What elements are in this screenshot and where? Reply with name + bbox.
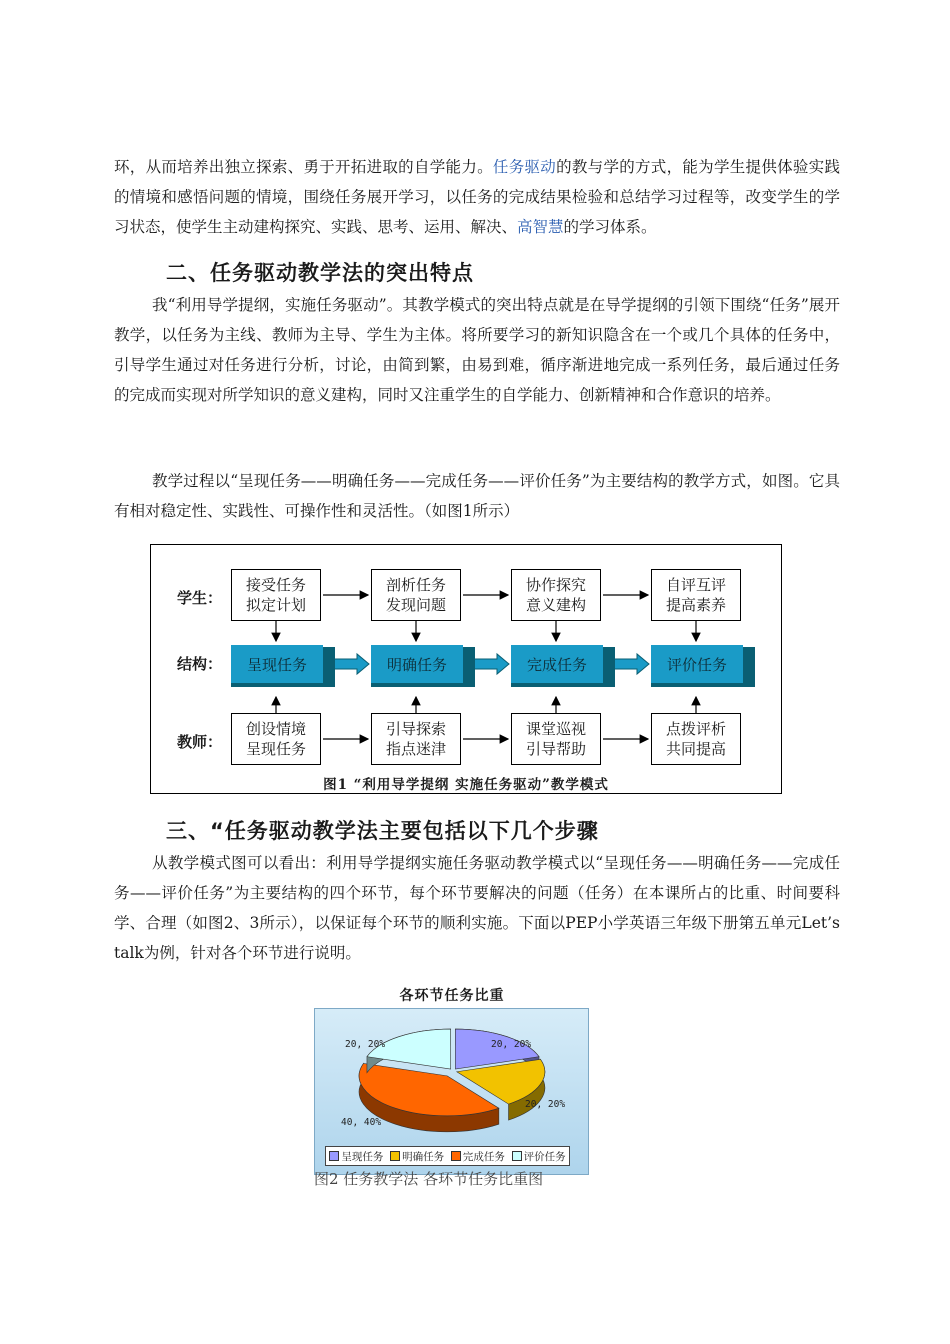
- link-high-wisdom[interactable]: 高智慧: [517, 218, 564, 236]
- intro-text-b: 的教与学的方式，能为学生提供体验实践的情境和感悟问题的情境，围绕任务展开学习，以任务的完成结果检验和总结学习过程等，改变学生的学习状态，使学生主动建构探究、实践、思考、运用、解决、: [114, 158, 840, 236]
- legend-swatch-4: [512, 1151, 522, 1161]
- pie-label-3: 40, 40%: [341, 1117, 382, 1128]
- teacher-step-2: 引导探索 指点迷津: [371, 713, 461, 765]
- structure-step-4: 评价任务: [651, 645, 743, 683]
- row-label-student: 学生：: [177, 589, 223, 607]
- legend-swatch-3: [451, 1151, 461, 1161]
- row-label-structure: 结构：: [177, 655, 223, 673]
- legend-item-1: [329, 1149, 383, 1164]
- link-task-driven[interactable]: 任务驱动: [492, 158, 557, 176]
- teacher-step-3: 课堂巡视 引导帮助: [511, 713, 601, 765]
- student-step-4: 自评互评 提高素养: [651, 569, 741, 621]
- intro-text-a: 环，从而培养出独立探索、勇于开拓进取的自学能力。: [114, 158, 493, 176]
- section2-heading: 二、任务驱动教学法的突出特点: [166, 261, 474, 285]
- pie-label-1: 20, 20%: [491, 1039, 532, 1050]
- figure1-caption: 图1 “利用导学提纲 实施任务驱动”教学模式: [323, 777, 609, 793]
- legend-item-2: [390, 1149, 444, 1164]
- legend-label-1: 呈现任务: [341, 1150, 384, 1163]
- legend-label-2: 明确任务: [402, 1150, 445, 1163]
- section2-paragraph-2: 教学过程以“呈现任务——明确任务——完成任务——评价任务”为主要结构的教学方式，如图。它具有相对稳定性、实践性、可操作性和灵活性。（如图1所示）: [114, 472, 840, 520]
- section2-paragraph-1: 我“利用导学提纲，实施任务驱动”。其教学模式的突出特点就是在导学提纲的引领下围绕“任务”展开教学，以任务为主线、教师为主导、学生为主体。将所要学习的新知识隐含在一个或几个具体的任务中，引导学生通过对任务进行分析，讨论，由简到繁，由易到难，循序渐进地完成一系列任务，最后通过任务的完成而实现对所学知识的意义建构，同时又注重学生的自学能力、创新精神和合作意识的培养。: [114, 296, 840, 404]
- legend-item-3: [451, 1149, 505, 1164]
- chart-title: 各环节任务比重: [399, 988, 505, 1004]
- chart-legend: [325, 1146, 570, 1166]
- legend-item-4: [512, 1149, 566, 1164]
- pie-chart: [315, 1009, 590, 1149]
- legend-label-4: 评价任务: [523, 1150, 566, 1163]
- teacher-step-1: 创设情境 呈现任务: [231, 713, 321, 765]
- section3-heading: 三、“任务驱动教学法主要包括以下几个步骤: [166, 819, 599, 843]
- structure-step-3: 完成任务: [511, 645, 603, 683]
- student-step-2: 剖析任务 发现问题: [371, 569, 461, 621]
- intro-paragraph: [114, 152, 840, 242]
- legend-swatch-2: [390, 1151, 400, 1161]
- structure-step-1: 呈现任务: [231, 645, 323, 683]
- figure2-caption: 图2 任务教学法 各环节任务比重图: [314, 1170, 544, 1188]
- row-label-teacher: 教师：: [177, 733, 223, 751]
- student-step-3: 协作探究 意义建构: [511, 569, 601, 621]
- structure-step-2: 明确任务: [371, 645, 463, 683]
- intro-text-c: 的学习体系。: [563, 218, 657, 236]
- pie-label-4: 20, 20%: [345, 1039, 386, 1050]
- legend-label-3: 完成任务: [462, 1150, 505, 1163]
- teacher-step-4: 点拨评析 共同提高: [651, 713, 741, 765]
- legend-swatch-1: [329, 1151, 339, 1161]
- student-step-1: 接受任务 拟定计划: [231, 569, 321, 621]
- figure1-teaching-model: [150, 544, 782, 794]
- section3-paragraph-1: 从教学模式图可以看出：利用导学提纲实施任务驱动教学模式以“呈现任务——明确任务——完成任务——评价任务”为主要结构的四个环节，每个环节要解决的问题（任务）在本课所占的比重、时间要科学、合理（如图2、3所示），以保证每个环节的顺利实施。下面以PEP小学英语三年级下册第五单元Let’s talk为例，针对各个环节进行说明。: [114, 854, 840, 962]
- pie-label-2: 20, 20%: [525, 1099, 566, 1110]
